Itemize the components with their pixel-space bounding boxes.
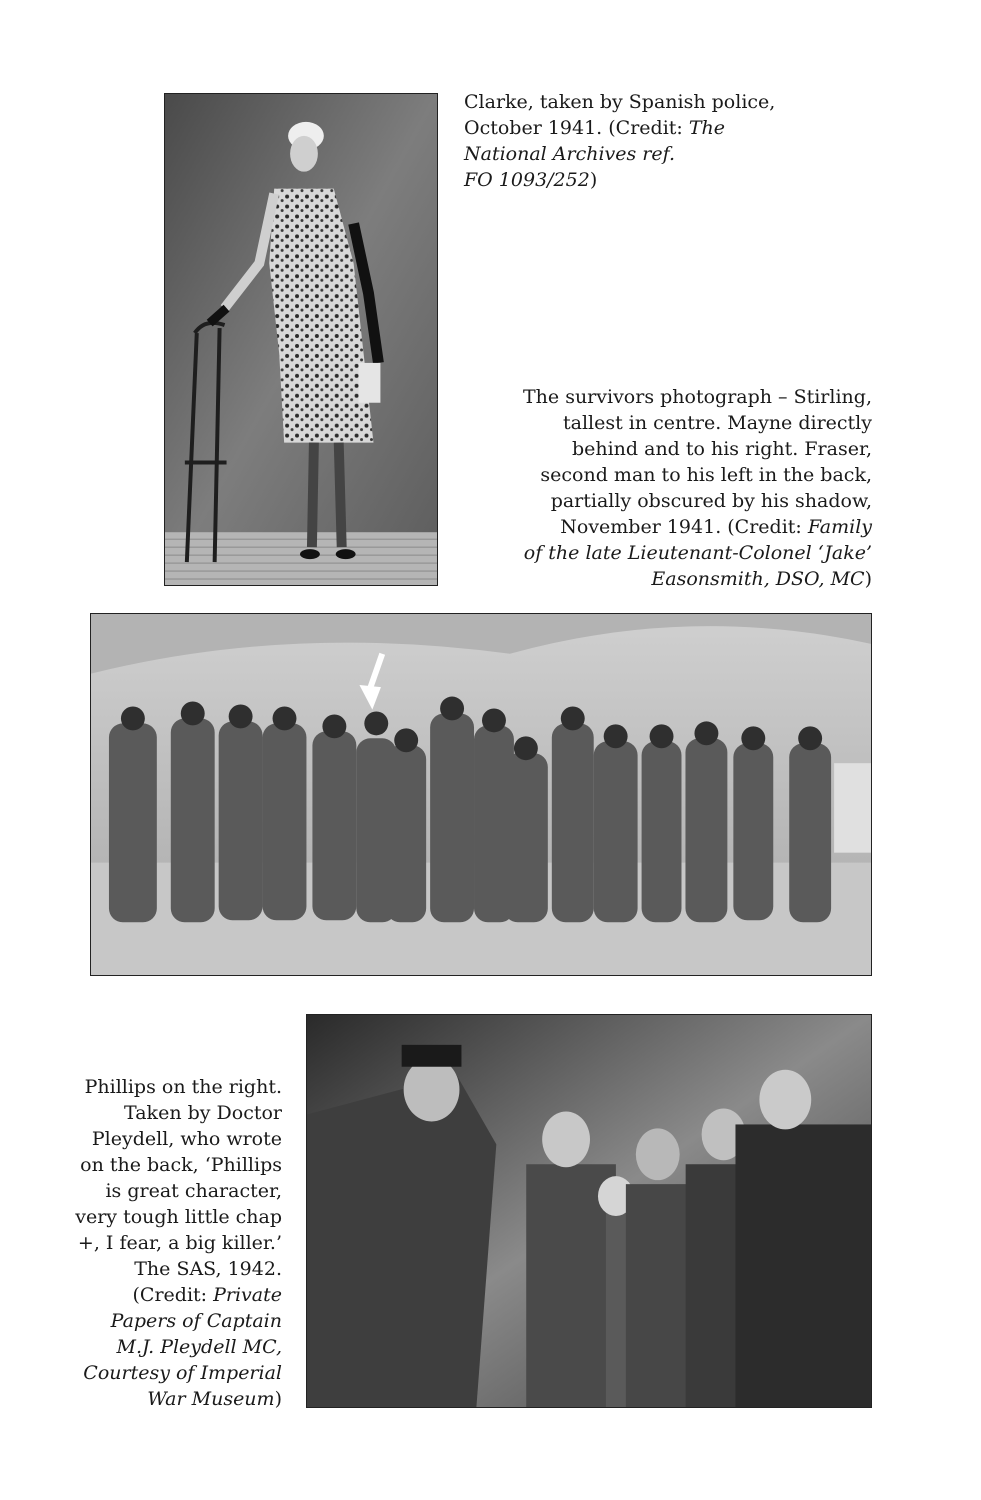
caption-text: Taken by Doctor: [124, 1102, 282, 1124]
caption-line: [500, 462, 872, 488]
caption-line: [60, 1074, 282, 1100]
caption-line: [464, 89, 776, 115]
caption-text: is great character,: [105, 1180, 282, 1202]
caption-line: [500, 488, 872, 514]
caption-text: tallest in centre. Mayne directly: [563, 412, 872, 434]
caption-line: [60, 1360, 282, 1386]
caption-italic: Easonsmith, DSO, MC: [651, 568, 865, 590]
caption-line: [60, 1386, 282, 1412]
photo-sas: [306, 1014, 872, 1408]
caption-italic: The: [688, 117, 726, 139]
caption-text: The SAS, 1942.: [134, 1258, 282, 1280]
caption-text: ): [274, 1388, 282, 1410]
photo-clarke-image: [165, 94, 437, 585]
caption-line: [500, 410, 872, 436]
caption-line: [60, 1334, 282, 1360]
caption-italic: National Archives ref.: [464, 143, 676, 165]
caption-text: The survivors photograph – Stirling,: [523, 386, 872, 408]
caption-text: November 1941. (Credit:: [560, 516, 808, 538]
caption-text: on the back, ‘Phillips: [80, 1154, 282, 1176]
caption-line: [60, 1230, 282, 1256]
caption-sas: [60, 1074, 282, 1412]
caption-clarke: [464, 89, 776, 193]
caption-text: Clarke, taken by Spanish police,: [464, 91, 776, 113]
caption-line: [464, 141, 764, 167]
caption-line: [500, 566, 872, 592]
caption-italic: Family: [807, 516, 872, 538]
caption-text: second man to his left in the back,: [540, 464, 872, 486]
photo-sas-image: [307, 1015, 871, 1407]
caption-text: ): [589, 169, 598, 191]
caption-line: [60, 1256, 282, 1282]
caption-text: (Credit:: [132, 1284, 214, 1306]
caption-italic: M.J. Pleydell MC,: [116, 1336, 282, 1358]
caption-survivors: [500, 384, 872, 592]
caption-line: [500, 384, 872, 410]
photo-survivors: [90, 613, 872, 976]
caption-text: ): [864, 568, 872, 590]
caption-italic: Courtesy of Imperial: [83, 1362, 282, 1384]
caption-text: Phillips on the right.: [84, 1076, 282, 1098]
caption-line: [500, 540, 872, 566]
caption-line: [464, 167, 764, 193]
caption-italic: War Museum: [147, 1388, 275, 1410]
caption-line: [464, 115, 764, 141]
caption-line: [60, 1282, 282, 1308]
caption-italic: FO 1093/252: [464, 169, 590, 191]
caption-text: behind and to his right. Fraser,: [571, 438, 872, 460]
caption-line: [500, 436, 872, 462]
caption-text: partially obscured by his shadow,: [550, 490, 872, 512]
caption-text: October 1941. (Credit:: [464, 117, 689, 139]
photo-clarke: [164, 93, 438, 586]
caption-italic: Private: [213, 1284, 282, 1306]
caption-text: Pleydell, who wrote: [91, 1128, 282, 1150]
caption-line: [60, 1204, 282, 1230]
caption-text: very tough little chap: [75, 1206, 282, 1228]
caption-line: [500, 514, 872, 540]
caption-line: [60, 1100, 282, 1126]
caption-line: [60, 1178, 282, 1204]
caption-line: [60, 1308, 282, 1334]
photo-survivors-image: [91, 614, 871, 975]
caption-text: +, I fear, a big killer.’: [77, 1232, 282, 1254]
caption-line: [60, 1152, 282, 1178]
caption-italic: Papers of Captain: [110, 1310, 282, 1332]
caption-italic: of the late Lieutenant-Colonel ‘Jake’: [523, 542, 872, 564]
caption-line: [60, 1126, 282, 1152]
